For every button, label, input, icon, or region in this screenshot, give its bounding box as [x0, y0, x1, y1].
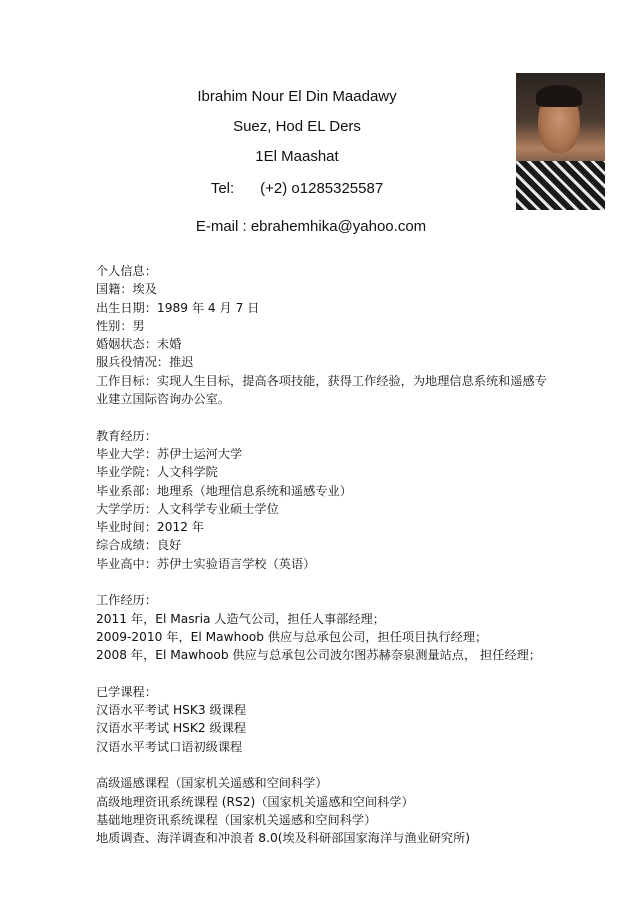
- work-item: 2011 年，El Masria 人造气公司，担任人事部经理；: [96, 611, 385, 626]
- profile-photo: [516, 73, 605, 210]
- career-objective: 工作目标：实现人生目标，提高各项技能，获得工作经验，为地理信息系统和遥感专业建立国际咨询办公室。: [96, 373, 547, 407]
- university: 毕业大学：苏伊士运河大学: [96, 446, 243, 461]
- high-school: 毕业高中：苏伊士实验语言学校（英语）: [96, 556, 316, 571]
- photo-hair: [536, 85, 582, 107]
- email-line: E-mail : ebrahemhika@yahoo.com: [195, 218, 427, 235]
- graduation-time: 毕业时间：2012 年: [96, 520, 205, 535]
- overall-grade: 综合成绩：良好: [96, 538, 182, 553]
- birth-date: 出生日期：1989 年 4 月 7 日: [96, 300, 260, 315]
- work-heading: 工作经历：: [96, 593, 157, 608]
- gender: 性别：男: [96, 318, 145, 333]
- degree: 大学学历：人文科学专业硕士学位: [96, 501, 279, 516]
- work-item: 2008 年，El Mawhoob 供应与总承包公司波尔图苏赫奈泉测量站点， 担任经理；: [96, 648, 541, 663]
- courses-heading: 已学课程：: [96, 684, 157, 699]
- telephone-label: Tel:: [210, 180, 235, 197]
- photo-shirt: [516, 161, 605, 210]
- advanced-course-item: 地质调查、海洋调查和冲浪者 8.0(埃及科研部国家海洋与渔业研究所): [96, 831, 471, 846]
- resume-body: [96, 262, 556, 848]
- address-line-1: Suez, Hod EL Ders: [233, 118, 361, 135]
- advanced-course-item: 高级地理资讯系统课程 (RS2)（国家机关遥感和空间科学）: [96, 794, 414, 809]
- advanced-course-item: 高级遥感课程（国家机关遥感和空间科学）: [96, 776, 328, 791]
- advanced-course-item: 基础地理资讯系统课程（国家机关遥感和空间科学）: [96, 812, 377, 827]
- course-item: 汉语水平考试 HSK2 级课程: [96, 721, 247, 736]
- course-item: 汉语水平考试 HSK3 级课程: [96, 703, 247, 718]
- education-section: [96, 427, 556, 573]
- telephone-number: (+2) o1285325587: [260, 180, 384, 197]
- courses-section: [96, 683, 556, 756]
- education-heading: 教育经历：: [96, 428, 157, 443]
- address-line-2: 1El Maashat: [255, 148, 339, 165]
- candidate-name: Ibrahim Nour El Din Maadawy: [197, 88, 397, 105]
- course-item: 汉语水平考试口语初级课程: [96, 739, 243, 754]
- personal-info-heading: 个人信息：: [96, 264, 157, 278]
- work-section: [96, 591, 556, 664]
- marital-status: 婚姻状态：未婚: [96, 337, 182, 352]
- military-service: 服兵役情况：推迟: [96, 355, 194, 370]
- work-item: 2009-2010 年，El Mawhoob 供应与总承包公司，担任项目执行经理；: [96, 629, 488, 644]
- faculty: 毕业学院：人文科学院: [96, 465, 218, 480]
- department: 毕业系部：地理系（地理信息系统和遥感专业）: [96, 483, 352, 498]
- advanced-courses-section: [96, 774, 556, 847]
- personal-info-section: [96, 262, 556, 408]
- nationality: 国籍：埃及: [96, 282, 157, 297]
